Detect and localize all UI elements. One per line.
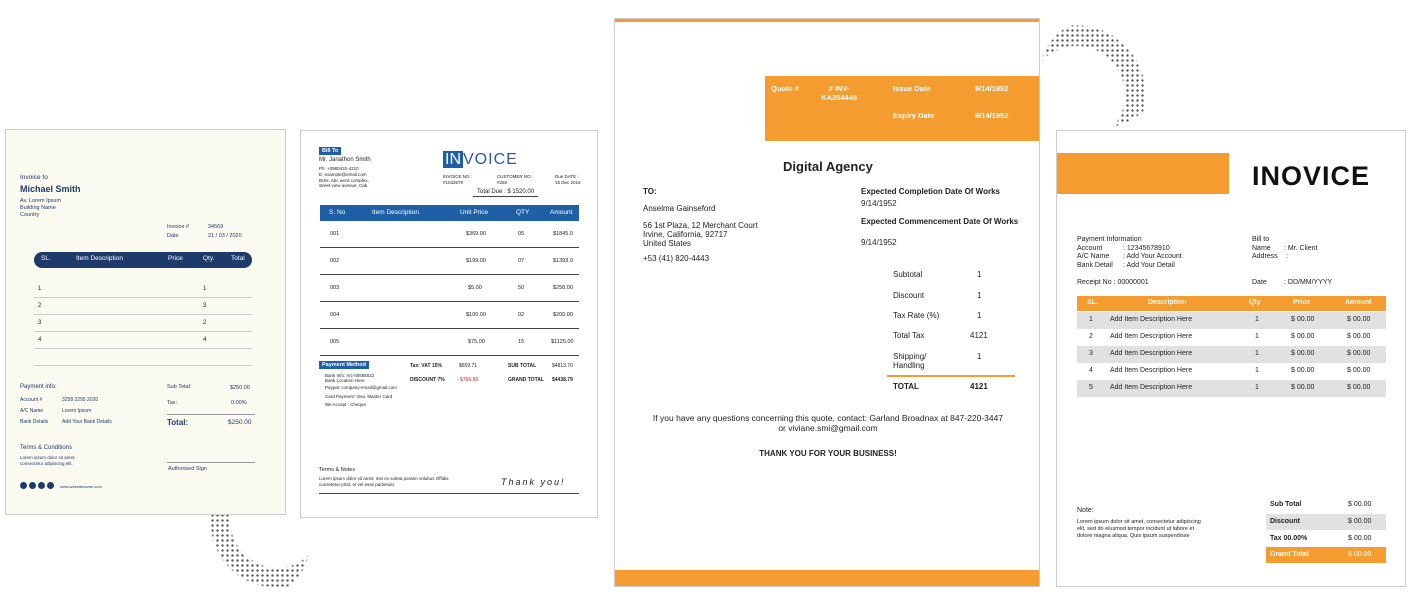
address-line: Building Name [20,205,56,211]
address-line: 56 1st Plaza, 12 Merchant Court [643,221,758,230]
invoice-to-label: Invoice to [20,174,48,181]
table-row: 002 $199.00 07 $1393.0 [320,248,579,275]
customer-no-label: CUSTOMER NO : [497,174,534,179]
tax-value: $659.71 [459,363,478,369]
instagram-icon[interactable] [20,482,27,489]
col-header: Price [168,255,183,262]
tax-label: Tax: [167,400,178,406]
sub-total-value: $4813.70 [552,363,573,369]
table-row: 1 1 [34,281,252,298]
ac-name-label: A/C Name [1077,253,1110,260]
invoice-template-2 [300,130,598,518]
grand-total-value: $4438.79 [552,377,573,383]
invoice-no: 34569 [208,224,224,230]
invoice-logo: IN VOICE [445,151,518,168]
recipient-name: Anselma Gainseford [643,204,716,213]
shipping-value: 1 [977,352,982,361]
payment-info-label: Payment Information [1077,236,1142,243]
date-value: : DD/MM/YYYY [1284,279,1333,286]
tax-rate-label: Tax Rate (%) [893,311,940,320]
completion-date: 9/14/1952 [861,199,897,208]
invoice-no: #1032678 [443,180,464,185]
name-value: : Mr. Client [1284,245,1318,252]
total-label: TOTAL [893,382,919,391]
top-bar [615,19,1040,22]
table-header: S. No Item Description Unit Price QTY Amount [320,205,579,221]
commencement-date: 9/14/1952 [861,238,897,247]
bank-label: Bank Detail [1077,262,1113,269]
payment-item: Paypal: company-email@gmail.com [325,385,397,390]
date-label: Date [167,233,179,239]
payment-item: Card Payment: Visa, Master Card [325,394,393,399]
table-row: 1 Add Item Description Here 1 $ 00.00 $ 00.00 [1077,312,1386,329]
total-tax-value: 4121 [970,331,988,340]
terms-text: consectetur adipiscing elit. [20,461,73,466]
tax-rate-value: 1 [977,311,982,320]
sub-total-label: SUB TOTAL [508,363,537,369]
address-line: Country [20,212,40,218]
invoice-no-label: INVOICE NO : [443,174,473,179]
website-link[interactable]: www.websitename.com [60,484,102,489]
contact-email: or viviane.smi@gmail.com [778,423,878,433]
table-row: 001 $369.00 05 $1845.0 [320,221,579,248]
payment-info-label: Payment info: [20,384,57,390]
col-header: Total [231,255,245,262]
header-accent-bar [1057,153,1229,194]
total-value: 4121 [970,382,988,391]
invoice-template-1 [5,129,286,515]
thanks-text: THANK YOU FOR YOUR BUSINESS! [759,449,897,458]
subtotal-label: Sub Total: [167,384,192,390]
table-header: SL. Description Qty Price Amount [1077,296,1386,311]
table-row: 3 2 [34,315,252,332]
grand-total-label: GRAND TOTAL [508,377,544,383]
commencement-label: Expected Commencement Date Of Works [861,217,1019,226]
customer-no: #258 [497,180,508,185]
client-name: Mr. Janathon Smith [319,157,371,163]
youtube-icon[interactable] [47,482,54,489]
bank-value: Add Your Bank Details [62,419,112,425]
table-row: 004 $100.00 02 $200.00 [320,302,579,329]
discount-label: DISCOUNT 7% [410,377,445,383]
subtotal-value: 1 [977,270,982,279]
address-label: Address [1252,253,1278,260]
terms-text: Lorem ipsum dolor sit amet, mei ex soleat possim volubus Offidis [319,476,449,481]
total-tax-label: Total Tax [893,331,925,340]
col-header: SL. [41,255,51,262]
terms-label: Terms & Notes [319,467,356,473]
invoice-template-4 [1056,130,1406,587]
account-label: Account # [20,397,43,403]
discount-row: Discount $ 00.00 [1266,514,1386,530]
discount-label: Discount [893,291,925,300]
halftone-decoration [1040,18,1160,128]
account-value: : 12345678910 [1123,245,1170,252]
subtotal-label: Subtotal [893,270,923,279]
payment-item: We Accept : Cheque [325,402,366,407]
table-row: 003 $5.00 50 $250.00 [320,275,579,302]
table-row: 4 Add Item Description Here 1 $ 00.00 $ 00.00 [1089,367,1371,374]
table-row: 4 4 [34,332,252,349]
name-label: Name [1252,245,1271,252]
date-label: Date [1252,279,1267,286]
note-label: Note: [1077,507,1094,514]
contact-line: BUN, Abc word complex, [319,178,369,183]
quote-template [614,18,1040,587]
note-text: elit, sed do eiusmod tempor incidunt ut labore et [1077,526,1195,532]
col-header: Qty. [203,255,215,262]
table-row: 5 Add Item Description Here 1 $ 00.00 $ 00.00 [1077,380,1386,397]
tax-label: Tax: VAT 15% [410,363,442,369]
terms-label: Terms & Conditions [20,445,73,451]
authorised-sign-label: Authorised Sign [168,466,207,472]
date: 21 / 03 / 2020 [208,233,242,239]
tax-value: 0.00% [231,400,247,406]
contact-line: Ph: +0980432-4210 [319,166,359,171]
phone: +53 (41) 820-4443 [643,254,710,263]
payment-item: Bank Location Here [325,378,365,383]
subtotal-value: $250.00 [230,385,250,391]
note-text: dolore magna aliqua. Quis ipsum suspendisse [1077,533,1190,539]
company-name: Digital Agency [783,159,873,174]
ac-name-value: : Add Your Account [1123,253,1182,260]
bank-value: : Add Your Detail [1123,262,1175,269]
subtotal-row: Sub Total $ 00.00 [1270,501,1372,508]
address-line: Irvine, California, 92717 [643,230,728,239]
bill-to-label: Bill to [1252,236,1270,243]
completion-label: Expected Completion Date Of Works [861,187,1000,196]
quote-header-band: Quote # # INV-KA354448 Issue Date 9/14/1952 Expiry Date 9/14/1952 [765,76,1040,141]
address-value: : [1286,253,1288,260]
discount-value: 1 [977,291,982,300]
tax-row: Tax 00.00% $ 00.00 [1270,535,1372,542]
invoice-title: INOVICE [1252,161,1371,191]
contact-note: If you have any questions concerning this quote, contact: Garland Broadnax at 847-220-3447 [652,413,1004,423]
account-value: 3258 2295 2020 [62,397,99,403]
discount-value: - $765.89 [457,377,479,383]
table-row: 2 Add Item Description Here 1 $ 00.00 $ 00.00 [1089,333,1371,340]
ac-name-value: Lorem Ipsum [62,408,92,414]
grand-total-row: Grand Total $ 00.00 [1266,547,1386,563]
client-name: Michael Smith [20,184,81,194]
address-line: United States [643,239,692,248]
bank-label: Bank Details [20,419,49,425]
table-row: 005 $75.00 15 $1125.00 [320,329,579,356]
total-due: Total Due : $ 1520.00 [473,189,538,197]
receipt-no: Receipt No : 00000001 [1077,279,1149,286]
twitter-icon[interactable] [38,482,45,489]
due-date-label: Due DATE : [555,174,579,179]
payment-method-label: Payment Method [319,361,369,369]
contact-line: street view avenue, Cab [319,183,368,188]
table-header [34,252,252,268]
table-row: 2 3 [34,298,252,315]
payment-item: Bank Info: A/c-00685022 [325,373,375,378]
terms-text: consetetur prtid, et vel esse partiendo. [319,482,396,487]
terms-text: Lorem ipsum dolor sit amet, [20,455,76,460]
account-label: Account [1077,245,1103,252]
contact-line: E: example@email.com [319,172,367,177]
bill-to-label: Bill To [319,147,341,155]
address-line: Av. Lorem Ipsum [20,198,62,204]
total-label: Total: [167,418,189,427]
shipping-label: Shipping/ Handling [893,352,927,370]
invoice-no-label: Invoice # [167,224,190,230]
to-label: TO: [643,187,657,196]
table-row: 3 Add Item Description Here 1 $ 00.00 $ 00.00 [1077,346,1386,363]
note-text: Lorem ipsum dolor sit amet, consectetur adipiscing [1077,519,1201,525]
total-value: $250.00 [228,419,252,426]
col-header: Item Description [76,255,123,262]
facebook-icon[interactable] [29,482,36,489]
ac-name-label: A/C Name [20,408,44,414]
due-date: 15 Dec 2016 [555,180,581,185]
thank-you-text: Thank you! [501,477,566,487]
bottom-bar [615,570,1040,587]
table-row [34,349,252,366]
